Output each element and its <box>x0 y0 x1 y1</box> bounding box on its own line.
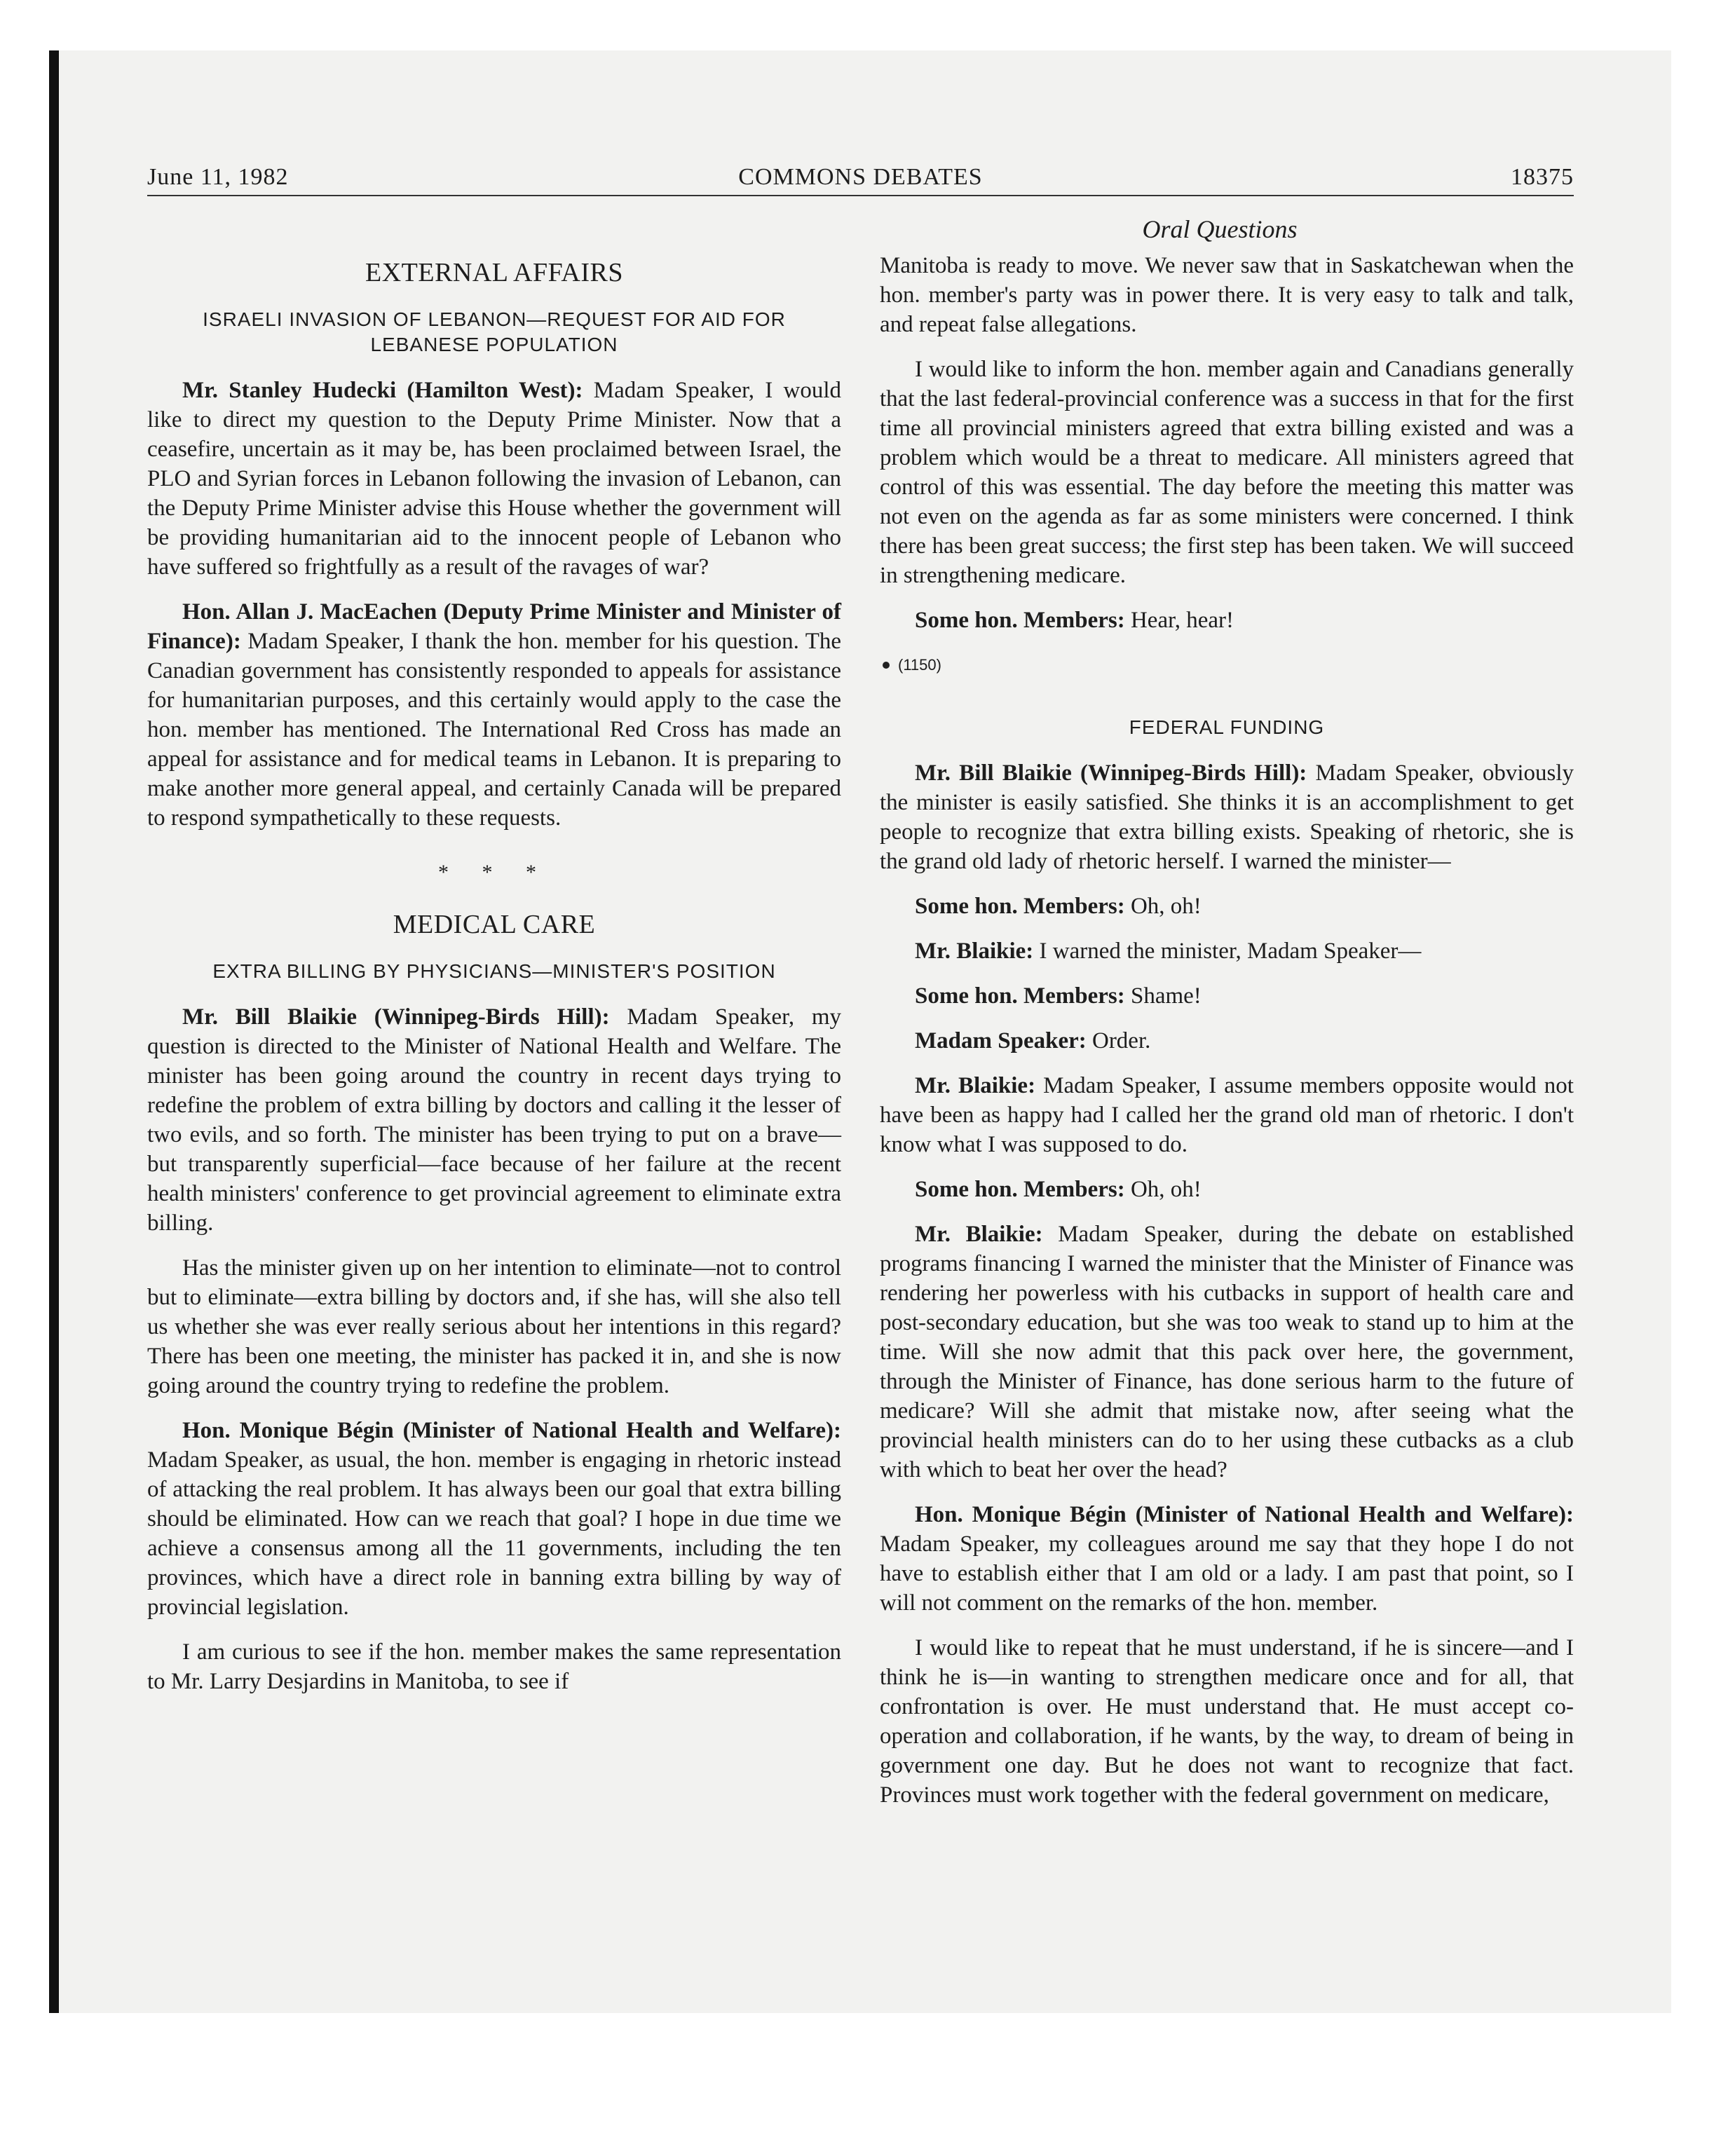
paragraph <box>880 892 1574 921</box>
speech-text: Madam Speaker, my colleagues around me say that they hope I do not have to establish either that I am old or a lady. I am past that point, so I will not comment on the remarks of the hon. member. <box>880 1531 1574 1616</box>
paragraph <box>147 376 841 582</box>
speech-text: Order. <box>1086 1028 1151 1053</box>
time-marker-text: (1150) <box>898 656 941 674</box>
paragraph <box>880 981 1574 1011</box>
section-subtitle-federal-funding: FEDERAL FUNDING <box>1129 716 1325 738</box>
speech-text: Madam Speaker, I would like to direct my question to the Deputy Prime Minister. Now that a ceasefire, uncertain as it may be, has been proclaimed between Israel, the PLO and Syrian forces in Lebanon following the invasion of Lebanon, can the Deputy Prime Minister advise this House whether the government will be providing humanitarian aid to the innocent people of Lebanon who have suffered so frightfully as a result of the ravages of war? <box>147 378 841 580</box>
paragraph <box>880 1500 1574 1618</box>
section-title-external-affairs: EXTERNAL AFFAIRS <box>365 258 623 287</box>
section-subtitle-extra-billing: EXTRA BILLING BY PHYSICIANS—MINISTER'S POSITION <box>212 960 776 982</box>
speech-text: Shame! <box>1124 983 1202 1009</box>
speech-text: Madam Speaker, I assume members opposite would not have been as happy had I called her the grand old man of rhetoric. I don't know what I was supposed to do. <box>880 1073 1574 1157</box>
right-column <box>880 251 1574 1825</box>
header-page-number: 18375 <box>1511 164 1574 190</box>
speaker-name: Mr. Bill Blaikie (Winnipeg-Birds Hill): <box>182 1004 610 1030</box>
section-subtitle-lebanon: ISRAELI INVASION OF LEBANON—REQUEST FOR AID FOR LEBANESE POPULATION <box>203 308 786 355</box>
speech-text: Oh, oh! <box>1124 894 1202 919</box>
speaker-name: Some hon. Members: <box>915 894 1125 919</box>
speaker-name: Some hon. Members: <box>915 983 1125 1009</box>
speaker-name: Hon. Monique Bégin (Minister of National Health and Welfare): <box>182 1418 841 1443</box>
section-running-head: Oral Questions <box>1142 215 1298 243</box>
bullet-icon <box>883 662 890 669</box>
speaker-name: Mr. Blaikie: <box>915 1073 1036 1098</box>
speaker-name: Madam Speaker: <box>915 1028 1087 1053</box>
paragraph <box>880 606 1574 635</box>
speaker-name: Mr. Blaikie: <box>915 939 1034 964</box>
paragraph <box>880 1175 1574 1204</box>
speaker-name: Hon. Monique Bégin (Minister of National Health and Welfare): <box>915 1502 1574 1527</box>
paragraph <box>147 1416 841 1622</box>
speech-text: Madam Speaker, during the debate on established programs financing I warned the minister that the Minister of Finance was rendering her powerless with his cutbacks in support of health care and post-secondary education, but she was too weak to stand up to him at the time. Will she now admit that this pack over here, the government, through the Minister of Finance, has done serious harm to the future of medicare? Will she admit that mistake now, after seeing what the provincial health ministers can do to her using these cutbacks as a club with which to beat her over the head? <box>880 1222 1574 1482</box>
scan-edge <box>49 50 59 2013</box>
paragraph <box>147 597 841 833</box>
header-title: COMMONS DEBATES <box>738 164 983 190</box>
paragraph: I would like to repeat that he must understand, if he is sincere—and I think he is—in wanting to strengthen medicare once and for all, that confrontation is over. He must understand that. He must accept co-operation and collaboration, if he wants, by the way, to dream of being in government one day. But he does not want to recognize that fact. Provinces must work together with the federal government on medicare, <box>880 1635 1574 1808</box>
paragraph: I am curious to see if the hon. member makes the same representation to Mr. Larry Desjardins in Manitoba, to see if <box>147 1639 841 1694</box>
speech-text: Madam Speaker, obviously the minister is easily satisfied. She thinks it is an accomplishment to get people to recognize that extra billing exists. Speaking of rhetoric, she is the grand old lady of rhetoric herself. I warned the minister— <box>880 760 1574 874</box>
speech-text: Hear, hear! <box>1124 608 1234 633</box>
paragraph: I would like to inform the hon. member again and Canadians generally that the last federal-provincial conference was a success in that for the first time all provincial ministers agreed that extra billing existed and was a problem which would be a threat to medicare. All ministers agreed that control of this was essential. The day before the meeting this matter was not even on the agenda as far as some ministers were concerned. I think there has been great success; the first step has been taken. We will succeed in strengthening medicare. <box>880 357 1574 588</box>
speech-text: Madam Speaker, I thank the hon. member for his question. The Canadian government has consistently responded to appeals for assistance for humanitarian purposes, and this certainly would apply to the case the hon. member has mentioned. The International Red Cross has made an appeal for assistance and for medical teams in Lebanon. It is preparing to make another more general appeal, and certainly Canada will be prepared to respond sympathetically to these requests. <box>147 629 841 831</box>
speaker-name: Hon. Allan J. MacEachen (Deputy Prime Minister and Minister of Finance): <box>147 599 841 654</box>
speech-text: Oh, oh! <box>1124 1177 1202 1202</box>
speaker-name: Mr. Bill Blaikie (Winnipeg-Birds Hill): <box>915 760 1307 786</box>
speech-text: I warned the minister, Madam Speaker— <box>1033 939 1422 964</box>
speech-text: Madam Speaker, my question is directed to the Minister of National Health and Welfare. The minister has been going around the country in recent days trying to redefine the problem of extra billing by doctors and calling it the lesser of two evils, and so forth. The minister has been trying to put on a brave—but transparently superficial—face because of her failure at the recent health ministers' conference to get provincial agreement to eliminate extra billing. <box>147 1004 841 1236</box>
paragraph <box>880 758 1574 876</box>
speaker-name: Some hon. Members: <box>915 1177 1125 1202</box>
paragraph: Manitoba is ready to move. We never saw that in Saskatchewan when the hon. member's party was in power there. It is very easy to talk and talk, and repeat false allegations. <box>880 253 1574 337</box>
header-date: June 11, 1982 <box>147 164 289 190</box>
paragraph: Has the minister given up on her intention to eliminate—not to control but to eliminate—extra billing by doctors and, if she has, will she also tell us whether she was ever really serious about her intentions in this regard? There has been one meeting, the minister has packed it in, and she is now going around the country trying to redefine the problem. <box>147 1255 841 1398</box>
speaker-name: Mr. Stanley Hudecki (Hamilton West): <box>182 378 583 403</box>
section-separator: * * * <box>438 861 550 884</box>
paragraph <box>880 936 1574 966</box>
section-title-medical-care: MEDICAL CARE <box>393 910 596 939</box>
speaker-name: Some hon. Members: <box>915 608 1125 633</box>
page-header <box>147 161 1574 196</box>
left-column <box>147 251 841 1712</box>
paragraph <box>880 1220 1574 1485</box>
paragraph <box>880 1026 1574 1056</box>
speaker-name: Mr. Blaikie: <box>915 1222 1043 1247</box>
paragraph <box>147 1002 841 1238</box>
paragraph <box>880 1071 1574 1159</box>
speech-text: Madam Speaker, as usual, the hon. member is engaging in rhetoric instead of attacking the real problem. It has always been our goal that extra billing should be eliminated. How can we reach that goal? I hope in due time we achieve a consensus among all the 11 governments, including the ten provinces, which have a direct role in banning extra billing by way of provincial legislation. <box>147 1447 841 1620</box>
time-marker <box>880 650 1574 680</box>
